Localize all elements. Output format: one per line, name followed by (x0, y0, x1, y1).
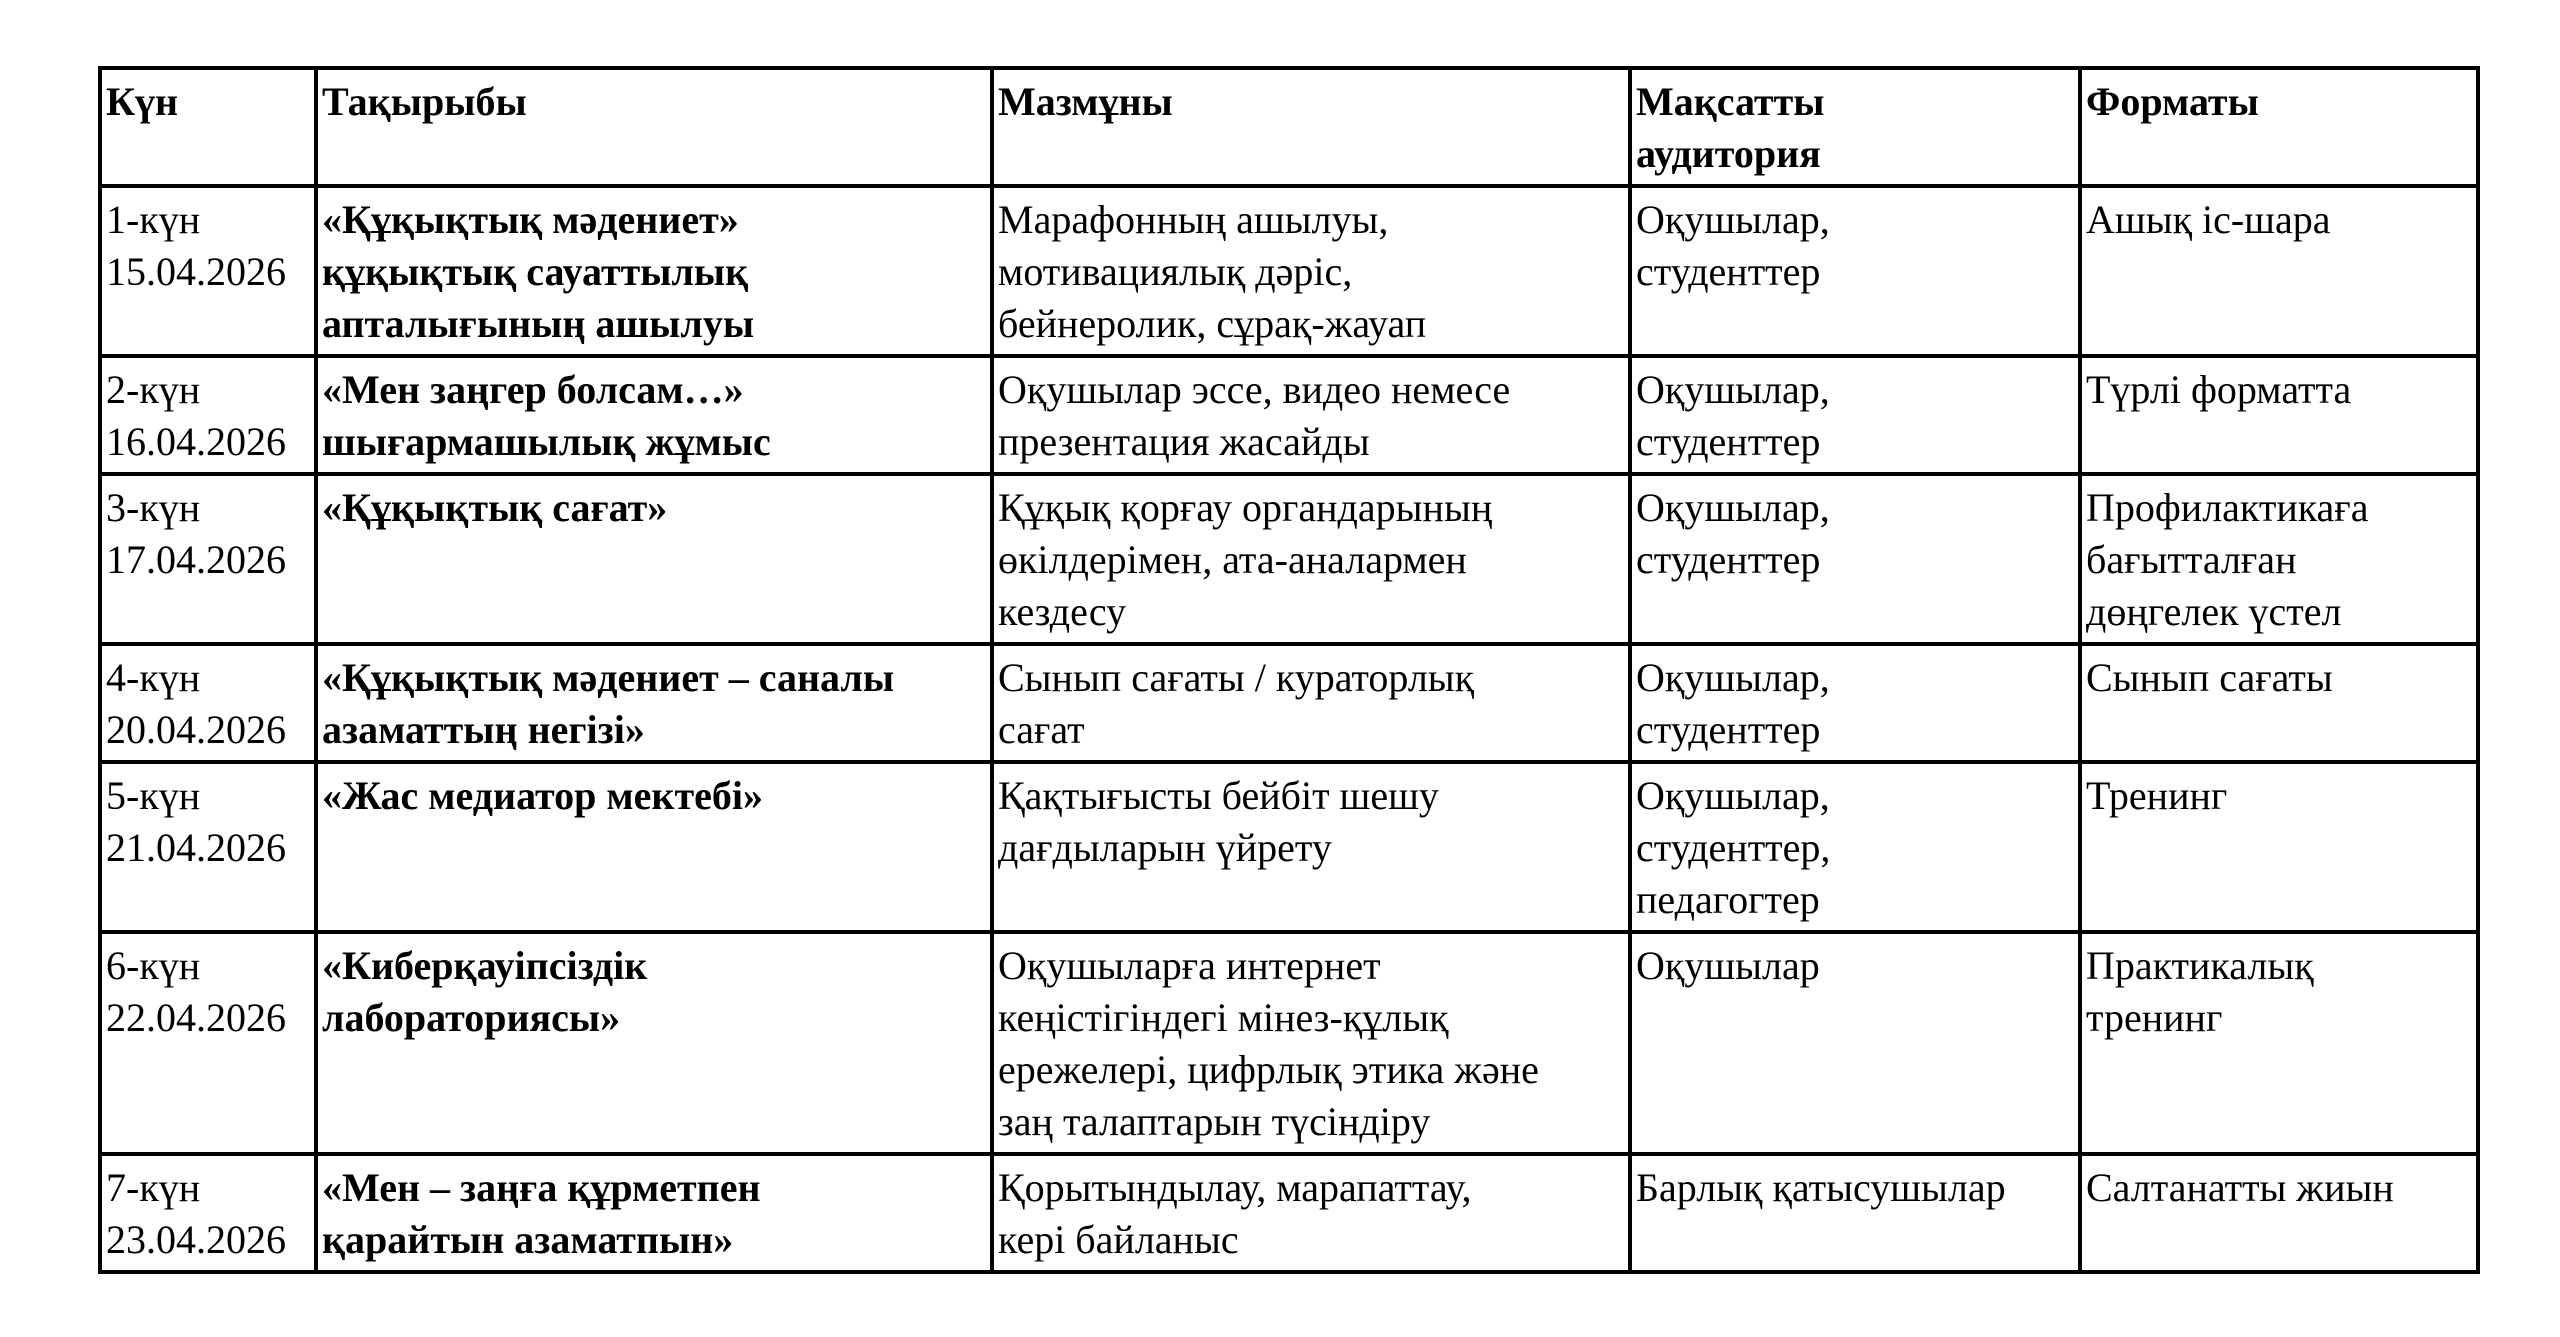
table-row (100, 186, 2478, 356)
format-line: Практикалық (2086, 943, 2314, 988)
audience-line: студенттер (1636, 249, 1821, 294)
cell-content (992, 762, 1630, 932)
format-line: Тренинг (2086, 773, 2228, 818)
audience-line: Оқушылар, (1636, 367, 1830, 412)
audience-line: студенттер (1636, 537, 1821, 582)
audience-line: Оқушылар, (1636, 485, 1830, 530)
cell-audience (1630, 474, 2080, 644)
cell-topic (316, 1154, 992, 1272)
header-format: Форматы (2080, 68, 2478, 186)
date-label: 16.04.2026 (106, 419, 286, 464)
table-row (100, 762, 2478, 932)
content-line: ережелері, цифрлық этика және (998, 1047, 1539, 1092)
topic-line: құқықтық сауаттылық (322, 249, 749, 294)
cell-topic (316, 644, 992, 762)
topic-line: «Мен заңгер болсам…» (322, 367, 744, 412)
topic-line: «Жас медиатор мектебі» (322, 773, 763, 818)
topic-line: азаматтың негізі» (322, 707, 645, 752)
topic-line: шығармашылық жұмыс (322, 419, 771, 464)
content-line: кездесу (998, 589, 1127, 634)
content-line: Оқушыларға интернет (998, 943, 1381, 988)
table-header-row (100, 68, 2478, 186)
content-line: сағат (998, 707, 1085, 752)
day-label: 3-күн (106, 485, 201, 530)
cell-day (100, 474, 316, 644)
header-audience: Мақсатты аудитория (1630, 68, 2080, 186)
day-label: 7-күн (106, 1165, 201, 1210)
cell-day (100, 1154, 316, 1272)
day-label: 6-күн (106, 943, 201, 988)
cell-day (100, 186, 316, 356)
cell-audience (1630, 186, 2080, 356)
table-row (100, 1154, 2478, 1272)
topic-line: қарайтын азаматпын» (322, 1217, 734, 1262)
date-label: 22.04.2026 (106, 995, 286, 1040)
cell-format (2080, 474, 2478, 644)
cell-format (2080, 644, 2478, 762)
table-row (100, 932, 2478, 1154)
date-label: 23.04.2026 (106, 1217, 286, 1262)
topic-line: лабораториясы» (322, 995, 621, 1040)
content-line: Құқық қорғау органдарының (998, 485, 1493, 530)
cell-topic (316, 186, 992, 356)
cell-content (992, 186, 1630, 356)
topic-line: «Құқықтық мәдениет – саналы (322, 655, 895, 700)
content-line: дағдыларын үйрету (998, 825, 1332, 870)
audience-line: Барлық қатысушылар (1636, 1165, 2006, 1210)
content-line: Қақтығысты бейбіт шешу (998, 773, 1439, 818)
cell-audience (1630, 762, 2080, 932)
day-label: 5-күн (106, 773, 201, 818)
date-label: 17.04.2026 (106, 537, 286, 582)
cell-format (2080, 356, 2478, 474)
cell-topic (316, 356, 992, 474)
cell-audience (1630, 644, 2080, 762)
day-label: 4-күн (106, 655, 201, 700)
topic-line: «Мен – заңға құрметпен (322, 1165, 761, 1210)
cell-format (2080, 932, 2478, 1154)
audience-line: студенттер, (1636, 825, 1831, 870)
date-label: 15.04.2026 (106, 249, 286, 294)
cell-format (2080, 762, 2478, 932)
audience-line: Оқушылар, (1636, 197, 1830, 242)
cell-content (992, 356, 1630, 474)
cell-audience (1630, 1154, 2080, 1272)
audience-line: Оқушылар, (1636, 773, 1830, 818)
audience-line: студенттер (1636, 419, 1821, 464)
content-line: Марафонның ашылуы, (998, 197, 1389, 242)
content-line: Сынып сағаты / кураторлық (998, 655, 1475, 700)
content-line: бейнеролик, сұрақ-жауап (998, 301, 1427, 346)
audience-line: Оқушылар, (1636, 655, 1830, 700)
header-day: Күн (100, 68, 316, 186)
cell-content (992, 1154, 1630, 1272)
table-row (100, 356, 2478, 474)
format-line: бағытталған (2086, 537, 2297, 582)
table-body (100, 186, 2478, 1272)
header-topic: Тақырыбы (316, 68, 992, 186)
content-line: заң талаптарын түсіндіру (998, 1099, 1431, 1144)
topic-line: «Киберқауіпсіздік (322, 943, 648, 988)
audience-line: Оқушылар (1636, 943, 1820, 988)
content-line: мотивациялық дәріс, (998, 249, 1353, 294)
format-line: Салтанатты жиын (2086, 1165, 2394, 1210)
content-line: презентация жасайды (998, 419, 1370, 464)
content-line: кері байланыс (998, 1217, 1239, 1262)
audience-line: педагогтер (1636, 877, 1820, 922)
cell-format (2080, 186, 2478, 356)
schedule-table-wrapper (98, 66, 2476, 1274)
format-line: Профилактикаға (2086, 485, 2369, 530)
day-label: 2-күн (106, 367, 201, 412)
cell-content (992, 932, 1630, 1154)
cell-day (100, 644, 316, 762)
cell-day (100, 932, 316, 1154)
topic-line: «Құқықтық сағат» (322, 485, 668, 530)
cell-topic (316, 474, 992, 644)
content-line: өкілдерімен, ата-аналармен (998, 537, 1467, 582)
audience-line: студенттер (1636, 707, 1821, 752)
format-line: дөңгелек үстел (2086, 589, 2342, 634)
cell-content (992, 474, 1630, 644)
schedule-table (98, 66, 2480, 1274)
content-line: кеңістігіндегі мінез-құлық (998, 995, 1449, 1040)
table-row (100, 644, 2478, 762)
topic-line: «Құқықтық мәдениет» (322, 197, 739, 242)
format-line: Сынып сағаты (2086, 655, 2333, 700)
cell-topic (316, 762, 992, 932)
format-line: Түрлі форматта (2086, 367, 2352, 412)
cell-day (100, 356, 316, 474)
format-line: тренинг (2086, 995, 2223, 1040)
header-content: Мазмұны (992, 68, 1630, 186)
cell-audience (1630, 356, 2080, 474)
cell-audience (1630, 932, 2080, 1154)
content-line: Оқушылар эссе, видео немесе (998, 367, 1511, 412)
date-label: 20.04.2026 (106, 707, 286, 752)
cell-format (2080, 1154, 2478, 1272)
day-label: 1-күн (106, 197, 201, 242)
cell-topic (316, 932, 992, 1154)
date-label: 21.04.2026 (106, 825, 286, 870)
cell-day (100, 762, 316, 932)
topic-line: апталығының ашылуы (322, 301, 755, 346)
table-row (100, 474, 2478, 644)
cell-content (992, 644, 1630, 762)
format-line: Ашық іс-шара (2086, 197, 2331, 242)
content-line: Қорытындылау, марапаттау, (998, 1165, 1472, 1210)
